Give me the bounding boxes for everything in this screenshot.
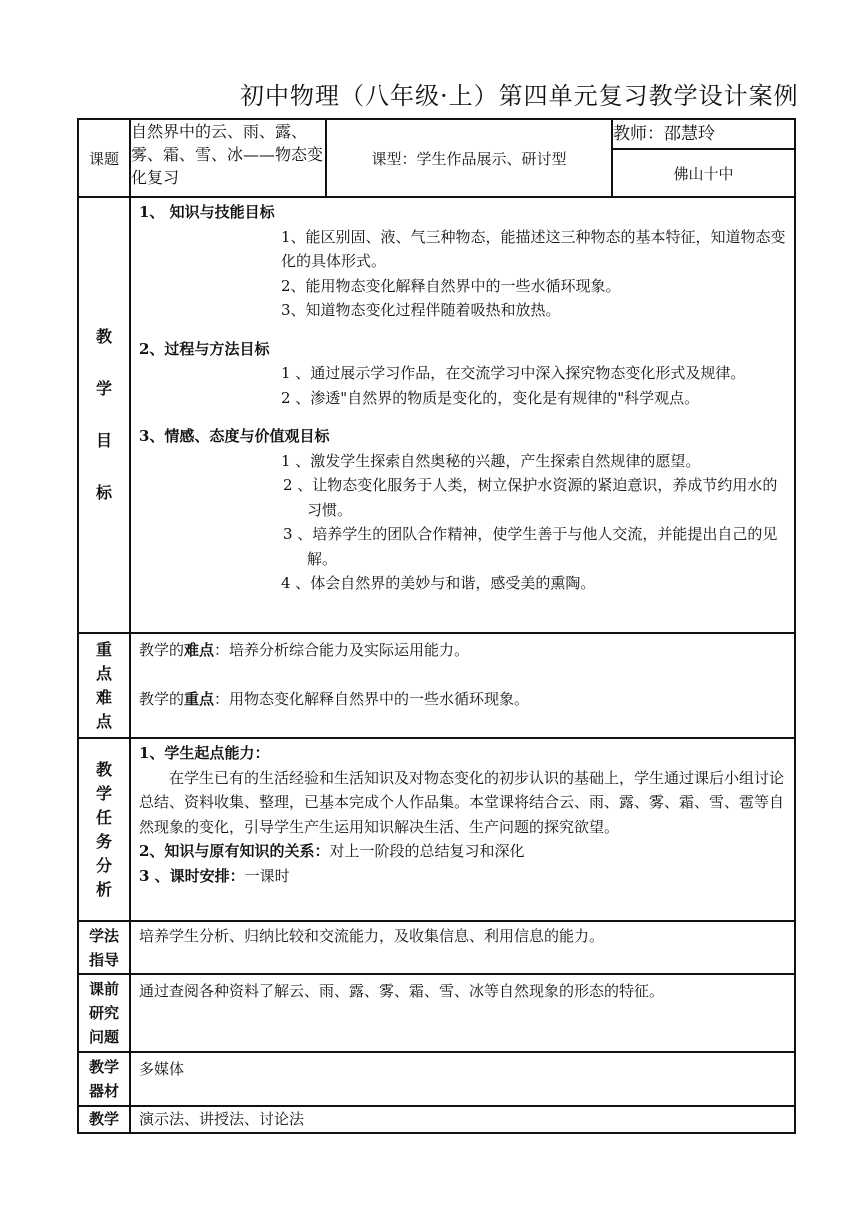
- learning-guide-label-line: 学法: [88, 926, 119, 945]
- keypoints-label: [78, 633, 130, 738]
- school-name: 佛山十中: [612, 149, 795, 197]
- keypoint-keyword: 重点: [184, 689, 215, 708]
- goals-item: 4 、体会自然界的美妙与和谐，感受美的熏陶。: [281, 574, 596, 592]
- keypoint-prefix: 教学的: [139, 689, 185, 708]
- task-schedule-text: 一课时: [244, 866, 290, 885]
- pre-research-content: [130, 974, 795, 1052]
- task-label-char: 务: [95, 831, 112, 851]
- goals-item: 2 、渗透"自然界的物质是变化的，变化是有规律的"科学观点。: [281, 388, 700, 407]
- goals-item: 2、能用物态变化解释自然界中的一些水循环现象。: [281, 276, 621, 295]
- goals-item: 1、能区别固、液、气三种物态，能描述这三种物态的基本特征，知道物态变化的具体形式。: [281, 227, 786, 270]
- equipment-label-line: 教学: [88, 1058, 119, 1076]
- goals-item: 1 、通过展示学习作品，在交流学习中深入探究物态变化形式及规律。: [281, 364, 746, 382]
- task-label-char: 学: [95, 783, 112, 803]
- goals-label-char: 学: [95, 379, 112, 398]
- goals-item: 2 、让物态变化服务于人类，树立保护水资源的紧迫意识，养成节约用水的习惯。: [283, 476, 778, 519]
- keypoints-label-char: 点: [95, 663, 112, 683]
- pre-research-label-line: 研究: [88, 1004, 119, 1022]
- topic-label: 课题: [78, 119, 130, 197]
- goals-section-heading: 3、情感、态度与价值观目标: [139, 427, 330, 445]
- task-heading-1: 1、学生起点能力：: [139, 744, 270, 762]
- pre-research-text: 通过查阅各种资料了解云、雨、露、雾、霜、雪、冰等自然现象的形态的特征。: [139, 982, 665, 1000]
- task-analysis-label: [78, 738, 130, 921]
- goals-content: [130, 197, 795, 633]
- task-heading-3: 3 、课时安排：: [139, 866, 245, 885]
- task-label-char: 教: [95, 759, 112, 779]
- method-text: 演示法、讲授法、讨论法: [139, 1110, 305, 1128]
- task-paragraph: 在学生已有的生活经验和生活知识及对物态变化的初步认识的基础上，学生通过课后小组讨论总结、资料收集、整理，已基本完成个人作品集。本堂课将结合云、雨、露、雾、霜、雪、雹等自然现象的变化，引导学生产生运用知识解决生活、生产问题的探究欲望。: [139, 768, 785, 836]
- equipment-label: [78, 1052, 130, 1106]
- keypoint-line: [139, 687, 786, 712]
- document-title: 初中物理（八年级·上）第四单元复习教学设计案例: [240, 82, 799, 110]
- goals-label-char: 目: [95, 431, 112, 450]
- goals-section-heading: 1、 知识与技能目标: [139, 203, 275, 221]
- task-relation-text: 对上一阶段的总结复习和深化: [329, 842, 525, 860]
- lesson-plan-table: [77, 118, 796, 1134]
- difficulty-keyword: 难点: [184, 641, 215, 659]
- goals-item: 1 、激发学生探索自然奥秘的兴趣，产生探索自然规律的愿望。: [281, 451, 701, 470]
- learning-guide-content: [130, 921, 795, 974]
- goals-label-char: 教: [95, 327, 112, 346]
- task-heading-2: 2、知识与原有知识的关系：: [139, 842, 330, 860]
- equipment-content: [130, 1052, 795, 1106]
- keypoints-label-char: 重: [95, 639, 112, 659]
- method-label-line: 教学: [88, 1110, 119, 1129]
- keypoint-text: ：用物态变化解释自然界中的一些水循环现象。: [214, 689, 530, 708]
- goals-label-char: 标: [95, 483, 112, 502]
- goals-item: 3、知道物态变化过程伴随着吸热和放热。: [281, 301, 561, 319]
- topic-value: 自然界中的云、雨、露、雾、霜、雪、冰——物态变化复习: [130, 119, 326, 197]
- pre-research-label-line: 问题: [88, 1028, 119, 1046]
- learning-guide-text: 培养学生分析、归纳比较和交流能力，及收集信息、利用信息的能力。: [139, 927, 605, 945]
- goals-label: [78, 197, 130, 633]
- difficulty-line: [139, 638, 786, 663]
- task-schedule-line: [139, 864, 786, 889]
- pre-research-label: [78, 974, 130, 1052]
- task-label-char: 分: [95, 855, 112, 875]
- goals-section-heading: 2、过程与方法目标: [139, 339, 270, 358]
- difficulty-text: ：培养分析综合能力及实际运用能力。: [214, 641, 470, 659]
- method-label: [78, 1106, 130, 1133]
- lesson-type: 课型：学生作品展示、研讨型: [326, 119, 612, 197]
- learning-guide-label: [78, 921, 130, 974]
- method-content: [130, 1106, 795, 1133]
- learning-guide-label-line: 指导: [88, 950, 119, 969]
- pre-research-label-line: 课前: [88, 980, 119, 998]
- equipment-label-line: 器材: [88, 1082, 119, 1100]
- keypoints-content: [130, 633, 795, 738]
- task-label-char: 任: [95, 807, 112, 827]
- equipment-text: 多媒体: [139, 1060, 185, 1078]
- task-label-char: 析: [95, 879, 112, 899]
- task-relation-line: [139, 839, 786, 864]
- difficulty-prefix: 教学的: [139, 641, 185, 659]
- keypoints-label-char: 难: [95, 687, 112, 707]
- keypoints-label-char: 点: [95, 711, 112, 731]
- teacher-name: 教师：邵慧玲: [612, 119, 795, 149]
- task-analysis-content: [130, 738, 795, 921]
- goals-item: 3 、培养学生的团队合作精神，使学生善于与他人交流，并能提出自己的见解。: [283, 525, 778, 568]
